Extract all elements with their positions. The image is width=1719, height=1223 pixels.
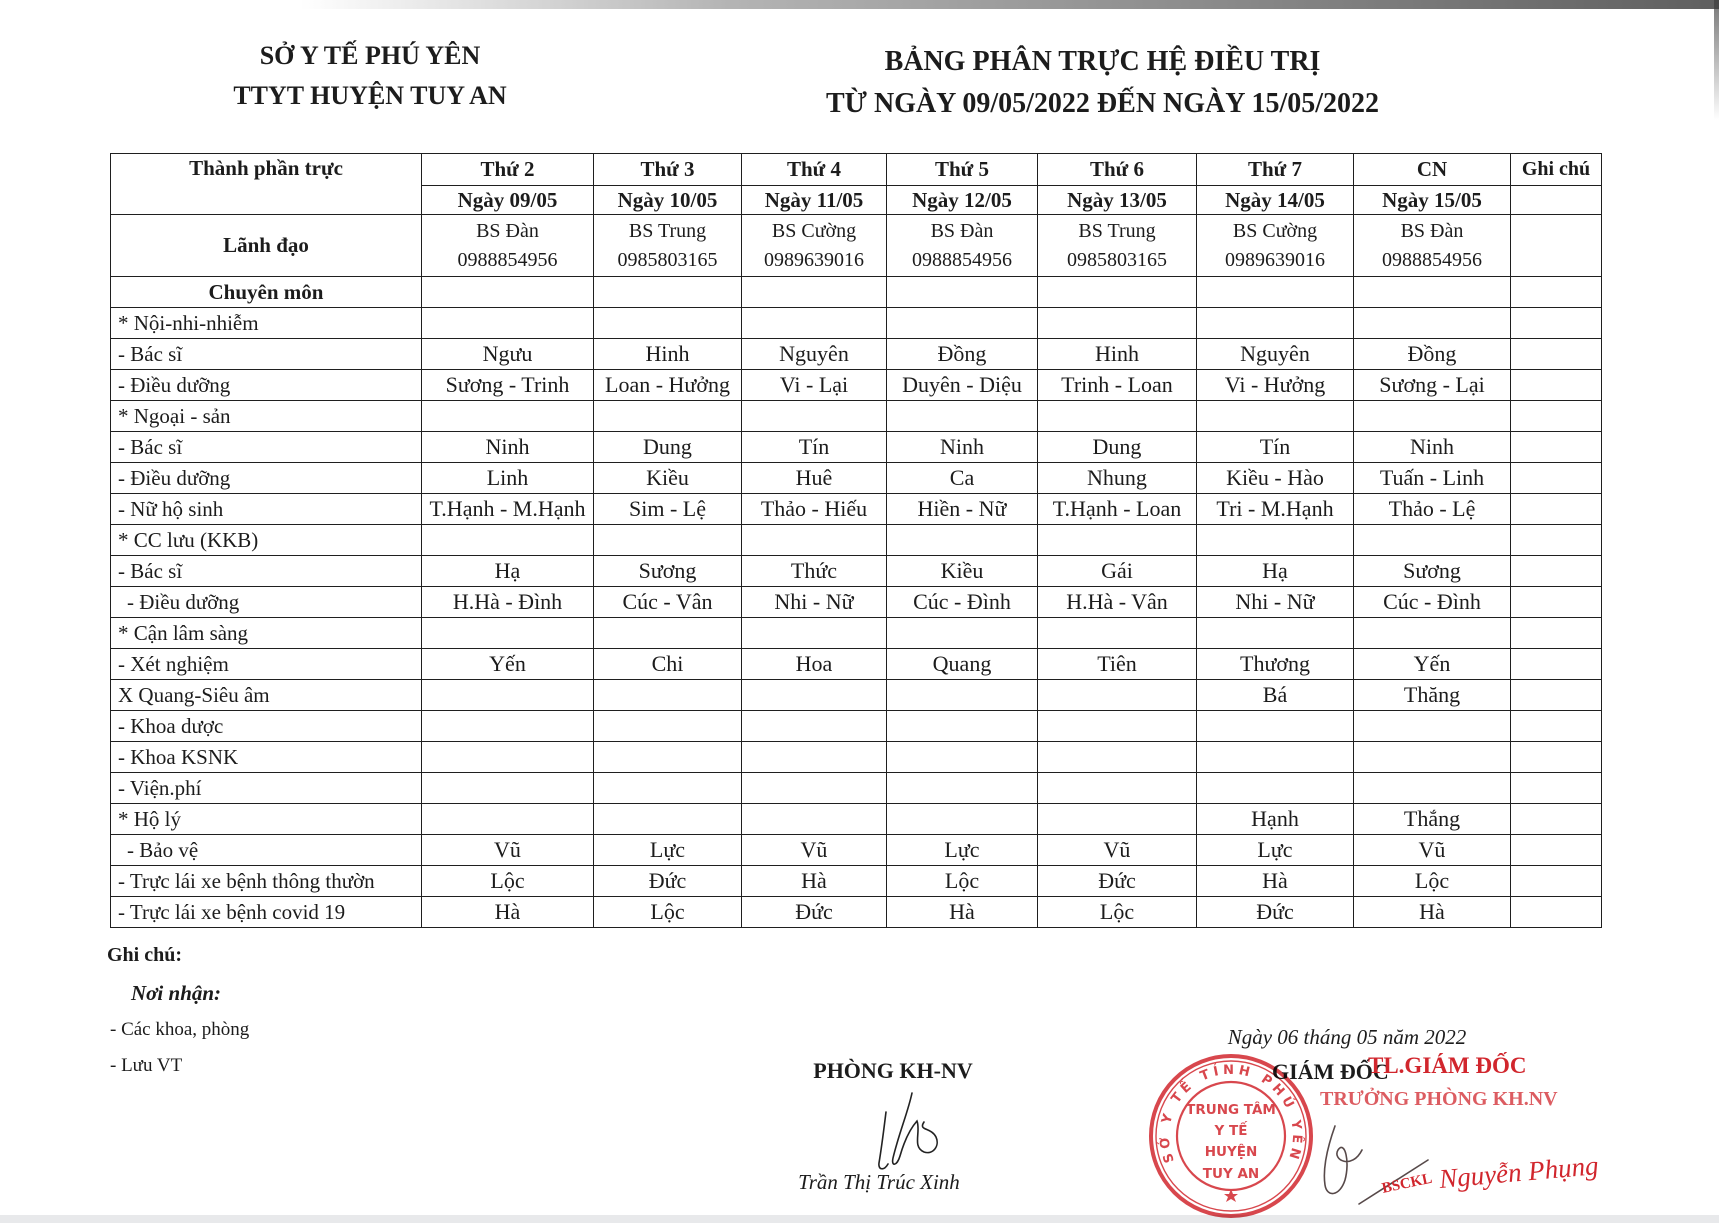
duty-cell: Cúc - Đình	[1354, 587, 1511, 618]
empty-cell	[1038, 680, 1197, 711]
stamp-line: Y TẾ	[1214, 1123, 1248, 1139]
duty-cell: Tuấn - Linh	[1354, 463, 1511, 494]
leader-cell	[742, 215, 887, 277]
leader-phone: 0985803165	[1067, 248, 1167, 271]
empty-cell	[1354, 308, 1511, 339]
empty-cell	[422, 525, 594, 556]
signature-stroke	[893, 1093, 938, 1164]
duty-cell: T.Hạnh - M.Hạnh	[422, 494, 594, 525]
empty-cell	[887, 277, 1038, 308]
empty-cell	[422, 680, 594, 711]
section-row	[111, 277, 1602, 308]
weekday-header: Thứ 2	[422, 154, 594, 186]
date-header: Ngày 14/05	[1197, 186, 1354, 215]
duty-cell: Hạ	[1197, 556, 1354, 587]
duty-row	[111, 835, 1602, 866]
director-title: GIÁM ĐỐC	[1272, 1059, 1389, 1084]
note-cell	[1511, 866, 1602, 897]
empty-cell	[1038, 401, 1197, 432]
duty-row	[111, 370, 1602, 401]
leader-phone: 0989639016	[1225, 248, 1325, 271]
note-cell	[1511, 463, 1602, 494]
row-label: - Điều dưỡng	[111, 370, 422, 401]
signature-stroke	[1359, 1160, 1428, 1204]
empty-cell	[887, 618, 1038, 649]
recipients-label: Nơi nhận:	[131, 981, 222, 1005]
stamp-ring-path	[1169, 1074, 1293, 1180]
duty-roster-table	[110, 153, 1602, 928]
duty-cell: Kiều - Hào	[1197, 463, 1354, 494]
department-signature	[879, 1093, 937, 1169]
row-label: - Viện.phí	[111, 773, 422, 804]
empty-cell	[887, 711, 1038, 742]
department-signer-name: Trần Thị Trúc Xinh	[798, 1170, 960, 1194]
empty-cell	[1197, 308, 1354, 339]
empty-cell	[742, 525, 887, 556]
empty-cell	[742, 804, 887, 835]
leader-cell	[422, 215, 594, 277]
signature-stroke	[879, 1112, 888, 1169]
empty-cell	[422, 277, 594, 308]
leader-cell	[1197, 215, 1354, 277]
duty-cell: Đức	[594, 866, 742, 897]
note-cell	[1511, 401, 1602, 432]
duty-cell: Lực	[1197, 835, 1354, 866]
note-cell	[1511, 432, 1602, 463]
signer-name: Nguyễn Phụng	[1437, 1150, 1600, 1194]
duty-cell: Thắng	[1354, 804, 1511, 835]
duty-cell: Đồng	[887, 339, 1038, 370]
leader-phone: 0988854956	[912, 248, 1012, 271]
note-cell	[1511, 215, 1602, 277]
duty-cell: Vũ	[1038, 835, 1197, 866]
duty-cell: Lộc	[422, 866, 594, 897]
note-cell	[1511, 897, 1602, 928]
row-label: - Bác sĩ	[111, 432, 422, 463]
empty-cell	[742, 401, 887, 432]
duty-cell: Hà	[422, 897, 594, 928]
duty-row	[111, 649, 1602, 680]
duty-cell: Hà	[1197, 866, 1354, 897]
duty-cell: Ninh	[887, 432, 1038, 463]
leader-phone: 0989639016	[764, 248, 864, 271]
issuing-organization	[190, 36, 550, 116]
signature-stroke	[1324, 1126, 1362, 1194]
stamp-star-icon	[1224, 1189, 1238, 1202]
duty-cell: Yến	[1354, 649, 1511, 680]
empty-cell	[887, 308, 1038, 339]
date-header: Ngày 12/05	[887, 186, 1038, 215]
note-cell	[1511, 835, 1602, 866]
duty-cell: Hà	[887, 897, 1038, 928]
duty-row	[111, 339, 1602, 370]
row-label: - Bảo vệ	[111, 835, 422, 866]
duty-cell: Lộc	[887, 866, 1038, 897]
note-cell	[1511, 370, 1602, 401]
leader-cell	[1354, 215, 1511, 277]
stamp-ring-textpath: SỞ Y TẾ TỈNH PHÚ YÊN	[1157, 1062, 1305, 1165]
row-label: - Xét nghiệm	[111, 649, 422, 680]
roster-body	[111, 215, 1602, 928]
duty-row	[111, 463, 1602, 494]
empty-cell	[1354, 401, 1511, 432]
leader-name: BS Trung	[1078, 219, 1156, 242]
section-row	[111, 308, 1602, 339]
duty-cell: Lộc	[1354, 866, 1511, 897]
duty-cell: Vi - Hưởng	[1197, 370, 1354, 401]
empty-cell	[887, 773, 1038, 804]
duty-cell: Ca	[887, 463, 1038, 494]
empty-cell	[1197, 277, 1354, 308]
date-header: Ngày 15/05	[1354, 186, 1511, 215]
leader-name: BS Đàn	[476, 219, 539, 242]
row-label: * Ngoại - sản	[111, 401, 422, 432]
empty-cell	[594, 525, 742, 556]
duty-cell: Kiều	[594, 463, 742, 494]
empty-cell	[1038, 277, 1197, 308]
weekday-header: Thứ 6	[1038, 154, 1197, 186]
empty-cell	[1038, 804, 1197, 835]
duty-cell: Hạ	[422, 556, 594, 587]
empty-cell	[422, 711, 594, 742]
duty-cell: Đức	[1038, 866, 1197, 897]
header-row-weekdays	[111, 154, 1602, 186]
duty-row	[111, 432, 1602, 463]
duty-cell: Thương	[1197, 649, 1354, 680]
duty-cell: Kiều	[887, 556, 1038, 587]
duty-cell: Sương - Lại	[1354, 370, 1511, 401]
duty-cell: Đức	[1197, 897, 1354, 928]
signing-date: Ngày 06 tháng 05 năm 2022	[1227, 1025, 1467, 1049]
duty-cell: H.Hà - Đình	[422, 587, 594, 618]
note-cell	[1511, 773, 1602, 804]
scan-edge-top	[300, 0, 1719, 9]
duty-cell: Thảo - Lệ	[1354, 494, 1511, 525]
duty-row	[111, 680, 1602, 711]
empty-cell	[1197, 773, 1354, 804]
empty-cell	[1197, 401, 1354, 432]
empty-cell	[1354, 277, 1511, 308]
empty-cell	[742, 277, 887, 308]
proxy-subtitle-stamp: TRƯỞNG PHÒNG KH.NV	[1320, 1088, 1558, 1110]
signer-title-prefix: BSCKL	[1380, 1170, 1434, 1197]
duty-cell: Bá	[1197, 680, 1354, 711]
empty-cell	[422, 773, 594, 804]
leader-cell	[887, 215, 1038, 277]
duty-cell: Vũ	[1354, 835, 1511, 866]
leader-name: BS Trung	[628, 219, 707, 242]
empty-cell	[594, 711, 742, 742]
duty-cell: Hinh	[594, 339, 742, 370]
empty-cell	[1354, 711, 1511, 742]
leadership-row	[111, 215, 1602, 277]
duty-cell: Gái	[1038, 556, 1197, 587]
stamp-line: TRUNG TÂM	[1186, 1102, 1276, 1118]
duty-cell: Huê	[742, 463, 887, 494]
leader-cell	[1038, 215, 1197, 277]
duty-cell: Dung	[594, 432, 742, 463]
title-main: BẢNG PHÂN TRỰC HỆ ĐIỀU TRỊ	[884, 46, 1321, 77]
recipient-item: - Lưu VT	[110, 1055, 183, 1076]
note-cell	[1511, 494, 1602, 525]
empty-cell	[1197, 711, 1354, 742]
empty-cell	[1354, 773, 1511, 804]
duty-row	[111, 866, 1602, 897]
duty-row	[111, 556, 1602, 587]
empty-cell	[594, 680, 742, 711]
weekday-header: Thứ 4	[742, 154, 887, 186]
director-signature	[1324, 1126, 1428, 1204]
empty-cell	[887, 680, 1038, 711]
note-cell	[1511, 277, 1602, 308]
date-header: Ngày 09/05	[422, 186, 594, 215]
row-label: X Quang-Siêu âm	[111, 680, 422, 711]
empty-cell	[594, 742, 742, 773]
duty-cell: Chi	[594, 649, 742, 680]
leader-phone: 0985803165	[617, 248, 718, 271]
leader-name: BS Đàn	[930, 219, 994, 242]
row-label: - Trực lái xe bệnh thông thườn	[111, 866, 422, 897]
duty-cell: Loan - Hưởng	[594, 370, 742, 401]
note-cell	[1511, 618, 1602, 649]
date-header: Ngày 11/05	[742, 186, 887, 215]
leader-cell	[594, 215, 742, 277]
empty-cell	[1197, 742, 1354, 773]
weekday-header: CN	[1354, 154, 1511, 186]
empty-cell	[887, 525, 1038, 556]
duty-cell: Nguyên	[742, 339, 887, 370]
roster-header	[111, 154, 1602, 215]
note-column-header: Ghi chú	[1511, 154, 1602, 186]
duty-row	[111, 742, 1602, 773]
duty-cell: Cúc - Vân	[594, 587, 742, 618]
duty-cell: Dung	[1038, 432, 1197, 463]
empty-cell	[594, 277, 742, 308]
empty-cell	[1038, 742, 1197, 773]
duty-cell: Hiền - Nữ	[887, 494, 1038, 525]
row-label: - Bác sĩ	[111, 339, 422, 370]
duty-cell: Tiên	[1038, 649, 1197, 680]
leader-name: BS Đàn	[1400, 219, 1464, 242]
duty-cell: Cúc - Đình	[887, 587, 1038, 618]
weekday-header: Thứ 5	[887, 154, 1038, 186]
note-cell	[1511, 680, 1602, 711]
empty-cell	[742, 308, 887, 339]
empty-cell	[594, 308, 742, 339]
duty-row	[111, 804, 1602, 835]
duty-cell: Thăng	[1354, 680, 1511, 711]
leader-phone: 0988854956	[457, 248, 558, 271]
row-label: * Hộ lý	[111, 804, 422, 835]
empty-cell	[1038, 618, 1197, 649]
duty-cell: Thảo - Hiếu	[742, 494, 887, 525]
empty-cell	[594, 618, 742, 649]
duty-cell: Đức	[742, 897, 887, 928]
empty-cell	[594, 773, 742, 804]
duty-cell: Sương	[1354, 556, 1511, 587]
empty-cell	[887, 742, 1038, 773]
note-cell	[1511, 556, 1602, 587]
empty-cell	[422, 401, 594, 432]
empty-cell	[1038, 308, 1197, 339]
stamp-inner-ring	[1177, 1082, 1285, 1190]
duty-cell: Sương	[594, 556, 742, 587]
note-cell	[1511, 711, 1602, 742]
scan-edge-right	[1714, 0, 1719, 120]
scan-edge-bottom	[0, 1215, 1719, 1223]
empty-cell	[1354, 525, 1511, 556]
empty-cell	[742, 742, 887, 773]
empty-cell	[1354, 742, 1511, 773]
duty-row	[111, 587, 1602, 618]
duty-cell: T.Hạnh - Loan	[1038, 494, 1197, 525]
duty-cell: Yến	[422, 649, 594, 680]
note-cell	[1511, 649, 1602, 680]
duty-cell: Nguyên	[1197, 339, 1354, 370]
leader-name: BS Cường	[771, 219, 857, 242]
duty-cell: Quang	[887, 649, 1038, 680]
note-cell	[1511, 742, 1602, 773]
empty-cell	[742, 680, 887, 711]
duty-role-column-header: Thành phần trực	[111, 154, 422, 215]
duty-row	[111, 897, 1602, 928]
empty-cell	[887, 804, 1038, 835]
row-label: - Điều dưỡng	[111, 463, 422, 494]
duty-cell: Hinh	[1038, 339, 1197, 370]
duty-cell: Lộc	[594, 897, 742, 928]
duty-cell: Thức	[742, 556, 887, 587]
duty-cell: Trinh - Loan	[1038, 370, 1197, 401]
row-label: - Bác sĩ	[111, 556, 422, 587]
leader-name: BS Cường	[1232, 219, 1318, 242]
duty-cell: Đồng	[1354, 339, 1511, 370]
duty-cell: Hà	[1354, 897, 1511, 928]
note-column-header-spacer	[1511, 186, 1602, 215]
empty-cell	[594, 804, 742, 835]
empty-cell	[1354, 618, 1511, 649]
duty-cell: H.Hà - Vân	[1038, 587, 1197, 618]
empty-cell	[1197, 525, 1354, 556]
duty-cell: Nhi - Nữ	[1197, 587, 1354, 618]
weekday-header: Thứ 3	[594, 154, 742, 186]
empty-cell	[594, 401, 742, 432]
row-label: - Nữ hộ sinh	[111, 494, 422, 525]
duty-row	[111, 711, 1602, 742]
duty-cell: Lực	[594, 835, 742, 866]
duty-cell: Lực	[887, 835, 1038, 866]
empty-cell	[422, 618, 594, 649]
duty-cell: Hạnh	[1197, 804, 1354, 835]
duty-cell: Vũ	[742, 835, 887, 866]
row-label: * Cận lâm sàng	[111, 618, 422, 649]
empty-cell	[742, 618, 887, 649]
row-label: - Trực lái xe bệnh covid 19	[111, 897, 422, 928]
empty-cell	[422, 308, 594, 339]
duty-cell: Nhi - Nữ	[742, 587, 887, 618]
empty-cell	[742, 711, 887, 742]
notes-label: Ghi chú:	[107, 944, 183, 966]
stamp-line: TUY AN	[1202, 1166, 1260, 1182]
row-label: * Nội-nhi-nhiễm	[111, 308, 422, 339]
duty-cell: Lộc	[1038, 897, 1197, 928]
duty-cell: Linh	[422, 463, 594, 494]
duty-cell: Hoa	[742, 649, 887, 680]
org-line-center: TTYT HUYỆN TUY AN	[233, 81, 507, 110]
proxy-title-stamp: TL.GIÁM ĐỐC	[1368, 1053, 1527, 1078]
department-title: PHÒNG KH-NV	[813, 1058, 973, 1083]
duty-cell: Tri - M.Hạnh	[1197, 494, 1354, 525]
empty-cell	[1197, 618, 1354, 649]
duty-cell: Duyên - Diệu	[887, 370, 1038, 401]
duty-cell: Ninh	[422, 432, 594, 463]
row-label: - Khoa dược	[111, 711, 422, 742]
recipient-item: - Các khoa, phòng	[110, 1019, 250, 1040]
row-label: * CC lưu (KKB)	[111, 525, 422, 556]
duty-cell: Vũ	[422, 835, 594, 866]
row-label: - Điều dưỡng	[111, 587, 422, 618]
stamp-line: HUYỆN	[1204, 1144, 1258, 1160]
note-cell	[1511, 339, 1602, 370]
duty-row	[111, 773, 1602, 804]
note-cell	[1511, 525, 1602, 556]
empty-cell	[887, 401, 1038, 432]
duty-row	[111, 494, 1602, 525]
section-row	[111, 401, 1602, 432]
empty-cell	[742, 773, 887, 804]
empty-cell	[1038, 525, 1197, 556]
duty-cell: Tín	[742, 432, 887, 463]
note-cell	[1511, 308, 1602, 339]
date-header: Ngày 10/05	[594, 186, 742, 215]
empty-cell	[1038, 773, 1197, 804]
duty-cell: Hà	[742, 866, 887, 897]
duty-cell: Tín	[1197, 432, 1354, 463]
weekday-header: Thứ 7	[1197, 154, 1354, 186]
row-label: Chuyên môn	[111, 277, 422, 308]
empty-cell	[422, 742, 594, 773]
duty-cell: Sim - Lệ	[594, 494, 742, 525]
duty-cell: Ninh	[1354, 432, 1511, 463]
note-cell	[1511, 587, 1602, 618]
row-label-leadership: Lãnh đạo	[111, 215, 422, 277]
row-label: - Khoa KSNK	[111, 742, 422, 773]
duty-cell: Vi - Lại	[742, 370, 887, 401]
leader-phone: 0988854956	[1382, 248, 1482, 271]
date-header: Ngày 13/05	[1038, 186, 1197, 215]
document-title	[700, 41, 1505, 125]
section-row	[111, 618, 1602, 649]
org-line-department: SỞ Y TẾ PHÚ YÊN	[259, 41, 481, 70]
duty-cell: Nhung	[1038, 463, 1197, 494]
title-date-range: TỪ NGÀY 09/05/2022 ĐẾN NGÀY 15/05/2022	[826, 88, 1379, 119]
duty-cell: Ngưu	[422, 339, 594, 370]
empty-cell	[1038, 711, 1197, 742]
note-cell	[1511, 804, 1602, 835]
section-row	[111, 525, 1602, 556]
duty-cell: Sương - Trinh	[422, 370, 594, 401]
empty-cell	[422, 804, 594, 835]
